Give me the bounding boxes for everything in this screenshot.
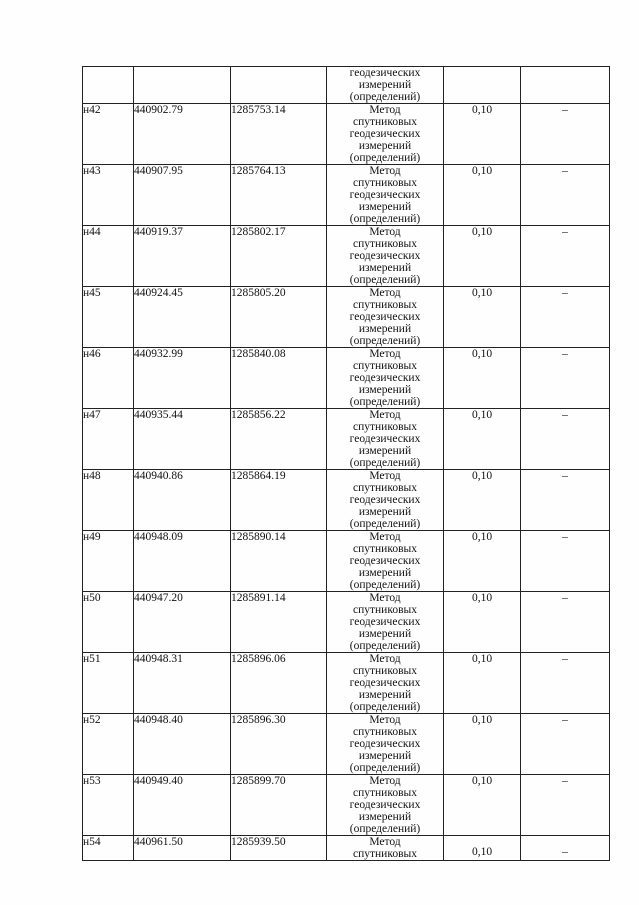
point-name-cell: н53 bbox=[83, 775, 134, 836]
point-name-cell: н48 bbox=[83, 470, 134, 531]
method-line: Метод bbox=[369, 287, 401, 299]
description-cell: – bbox=[521, 714, 610, 775]
description-cell: – bbox=[521, 653, 610, 714]
method-line: Метод bbox=[369, 104, 401, 116]
precision-cell: 0,10 bbox=[444, 226, 521, 287]
y-coordinate-cell: 1285891.14 bbox=[231, 592, 327, 653]
method-cell bbox=[327, 165, 444, 226]
method-line: спутниковых bbox=[352, 726, 417, 738]
y-coordinate-cell: 1285939.50 bbox=[231, 836, 327, 861]
precision-cell: 0,10 bbox=[444, 470, 521, 531]
x-coordinate-cell: 440940.86 bbox=[134, 470, 231, 531]
method-line: измерений bbox=[358, 567, 412, 579]
method-cell bbox=[327, 104, 444, 165]
method-line: геодезических bbox=[349, 433, 421, 445]
method-line: спутниковых bbox=[352, 360, 417, 372]
x-coordinate-cell: 440902.79 bbox=[134, 104, 231, 165]
method-line: измерений bbox=[358, 811, 412, 823]
table-row bbox=[83, 836, 610, 861]
point-name-cell: н42 bbox=[83, 104, 134, 165]
table-row bbox=[83, 775, 610, 836]
table-row bbox=[83, 531, 610, 592]
y-coordinate-cell: 1285753.14 bbox=[231, 104, 327, 165]
point-name-cell: н49 bbox=[83, 531, 134, 592]
x-coordinate-cell: 440935.44 bbox=[134, 409, 231, 470]
x-coordinate-cell: 440948.31 bbox=[134, 653, 231, 714]
method-line: спутниковых bbox=[352, 787, 417, 799]
precision-cell: 0,10 bbox=[444, 836, 521, 861]
x-coordinate-cell: 440948.09 bbox=[134, 531, 231, 592]
y-coordinate-cell: 1285802.17 bbox=[231, 226, 327, 287]
method-line: измерений bbox=[358, 262, 412, 274]
method-line: измерений bbox=[358, 628, 412, 640]
table-row bbox=[83, 165, 610, 226]
point-name-cell: н44 bbox=[83, 226, 134, 287]
y-coordinate-cell: 1285899.70 bbox=[231, 775, 327, 836]
method-line: измерений bbox=[358, 79, 412, 91]
method-line: геодезических bbox=[349, 677, 421, 689]
method-line: Метод bbox=[369, 775, 401, 787]
y-coordinate-cell: 1285805.20 bbox=[231, 287, 327, 348]
method-line: измерений bbox=[358, 445, 412, 457]
description-cell: – bbox=[521, 287, 610, 348]
method-line: измерений bbox=[358, 140, 412, 152]
point-name-cell bbox=[83, 67, 134, 104]
precision-cell bbox=[444, 67, 521, 104]
description-cell: – bbox=[521, 226, 610, 287]
method-line: Метод bbox=[369, 592, 401, 604]
method-line: измерений bbox=[358, 201, 412, 213]
method-line: геодезических bbox=[349, 189, 421, 201]
description-cell: – bbox=[521, 836, 610, 861]
method-line: геодезических bbox=[349, 128, 421, 140]
method-cell bbox=[327, 470, 444, 531]
method-line: (определений) bbox=[349, 640, 421, 652]
method-line: Метод bbox=[369, 409, 401, 421]
method-line: геодезических bbox=[349, 250, 421, 262]
point-name-cell: н54 bbox=[83, 836, 134, 861]
method-line: измерений bbox=[358, 323, 412, 335]
description-cell bbox=[521, 67, 610, 104]
precision-cell: 0,10 bbox=[444, 531, 521, 592]
point-name-cell: н50 bbox=[83, 592, 134, 653]
table-row bbox=[83, 409, 610, 470]
y-coordinate-cell bbox=[231, 67, 327, 104]
method-line: (определений) bbox=[349, 762, 421, 774]
y-coordinate-cell: 1285890.14 bbox=[231, 531, 327, 592]
method-line: (определений) bbox=[349, 335, 421, 347]
method-line: спутниковых bbox=[352, 848, 417, 860]
description-cell: – bbox=[521, 775, 610, 836]
method-cell bbox=[327, 775, 444, 836]
method-cell bbox=[327, 714, 444, 775]
method-line: геодезических bbox=[349, 311, 421, 323]
method-line: Метод bbox=[369, 470, 401, 482]
x-coordinate-cell: 440907.95 bbox=[134, 165, 231, 226]
precision-cell: 0,10 bbox=[444, 592, 521, 653]
x-coordinate-cell: 440924.45 bbox=[134, 287, 231, 348]
method-cell bbox=[327, 409, 444, 470]
method-line: измерений bbox=[358, 689, 412, 701]
method-line: Метод bbox=[369, 226, 401, 238]
description-cell: – bbox=[521, 531, 610, 592]
method-line: Метод bbox=[369, 531, 401, 543]
point-name-cell: н52 bbox=[83, 714, 134, 775]
method-line: геодезических bbox=[349, 738, 421, 750]
precision-cell: 0,10 bbox=[444, 409, 521, 470]
method-line: (определений) bbox=[349, 152, 421, 164]
x-coordinate-cell: 440932.99 bbox=[134, 348, 231, 409]
method-line: спутниковых bbox=[352, 543, 417, 555]
method-line: измерений bbox=[358, 384, 412, 396]
table-row bbox=[83, 470, 610, 531]
method-line: измерений bbox=[358, 750, 412, 762]
table-row bbox=[83, 592, 610, 653]
method-line: спутниковых bbox=[352, 604, 417, 616]
method-line: Метод bbox=[369, 836, 401, 848]
method-line: геодезических bbox=[349, 555, 421, 567]
precision-cell: 0,10 bbox=[444, 165, 521, 226]
method-line: Метод bbox=[369, 165, 401, 177]
method-line: (определений) bbox=[349, 823, 421, 835]
precision-cell: 0,10 bbox=[444, 104, 521, 165]
table-row bbox=[83, 104, 610, 165]
x-coordinate-cell: 440948.40 bbox=[134, 714, 231, 775]
precision-cell: 0,10 bbox=[444, 714, 521, 775]
method-line: геодезических bbox=[349, 616, 421, 628]
point-name-cell: н51 bbox=[83, 653, 134, 714]
method-cell bbox=[327, 653, 444, 714]
description-cell: – bbox=[521, 165, 610, 226]
method-cell bbox=[327, 348, 444, 409]
method-cell bbox=[327, 531, 444, 592]
method-line: спутниковых bbox=[352, 238, 417, 250]
method-line: (определений) bbox=[349, 274, 421, 286]
method-line: спутниковых bbox=[352, 421, 417, 433]
method-cell bbox=[327, 67, 444, 104]
method-line: спутниковых bbox=[352, 665, 417, 677]
y-coordinate-cell: 1285896.30 bbox=[231, 714, 327, 775]
precision-cell: 0,10 bbox=[444, 775, 521, 836]
method-line: (определений) bbox=[349, 701, 421, 713]
method-line: (определений) bbox=[349, 518, 421, 530]
x-coordinate-cell: 440949.40 bbox=[134, 775, 231, 836]
precision-cell: 0,10 bbox=[444, 348, 521, 409]
method-cell bbox=[327, 287, 444, 348]
point-name-cell: н47 bbox=[83, 409, 134, 470]
table-row bbox=[83, 653, 610, 714]
method-line: (определений) bbox=[349, 396, 421, 408]
point-name-cell: н46 bbox=[83, 348, 134, 409]
method-line: геодезических bbox=[349, 67, 421, 79]
table-row bbox=[83, 226, 610, 287]
y-coordinate-cell: 1285896.06 bbox=[231, 653, 327, 714]
description-cell: – bbox=[521, 348, 610, 409]
method-cell bbox=[327, 592, 444, 653]
y-coordinate-cell: 1285856.22 bbox=[231, 409, 327, 470]
y-coordinate-cell: 1285840.08 bbox=[231, 348, 327, 409]
description-cell: – bbox=[521, 470, 610, 531]
method-line: спутниковых bbox=[352, 177, 417, 189]
x-coordinate-cell: 440947.20 bbox=[134, 592, 231, 653]
table-row-continued bbox=[83, 67, 610, 104]
precision-cell: 0,10 bbox=[444, 287, 521, 348]
method-line: спутниковых bbox=[352, 482, 417, 494]
table-row bbox=[83, 287, 610, 348]
x-coordinate-cell bbox=[134, 67, 231, 104]
method-line: (определений) bbox=[349, 457, 421, 469]
method-line: Метод bbox=[369, 348, 401, 360]
method-cell bbox=[327, 226, 444, 287]
y-coordinate-cell: 1285764.13 bbox=[231, 165, 327, 226]
method-line: измерений bbox=[358, 506, 412, 518]
method-line: (определений) bbox=[349, 91, 421, 103]
precision-cell: 0,10 bbox=[444, 653, 521, 714]
method-line: геодезических bbox=[349, 494, 421, 506]
coordinates-table bbox=[82, 66, 610, 861]
point-name-cell: н45 bbox=[83, 287, 134, 348]
table-row bbox=[83, 348, 610, 409]
method-cell bbox=[327, 836, 444, 861]
description-cell: – bbox=[521, 104, 610, 165]
table-row bbox=[83, 714, 610, 775]
method-line: геодезических bbox=[349, 799, 421, 811]
method-line: Метод bbox=[369, 653, 401, 665]
method-line: (определений) bbox=[349, 213, 421, 225]
x-coordinate-cell: 440961.50 bbox=[134, 836, 231, 861]
method-line: (определений) bbox=[349, 579, 421, 591]
y-coordinate-cell: 1285864.19 bbox=[231, 470, 327, 531]
method-line: Метод bbox=[369, 714, 401, 726]
method-line: спутниковых bbox=[352, 116, 417, 128]
method-line: геодезических bbox=[349, 372, 421, 384]
point-name-cell: н43 bbox=[83, 165, 134, 226]
method-line: спутниковых bbox=[352, 299, 417, 311]
description-cell: – bbox=[521, 409, 610, 470]
description-cell: – bbox=[521, 592, 610, 653]
x-coordinate-cell: 440919.37 bbox=[134, 226, 231, 287]
